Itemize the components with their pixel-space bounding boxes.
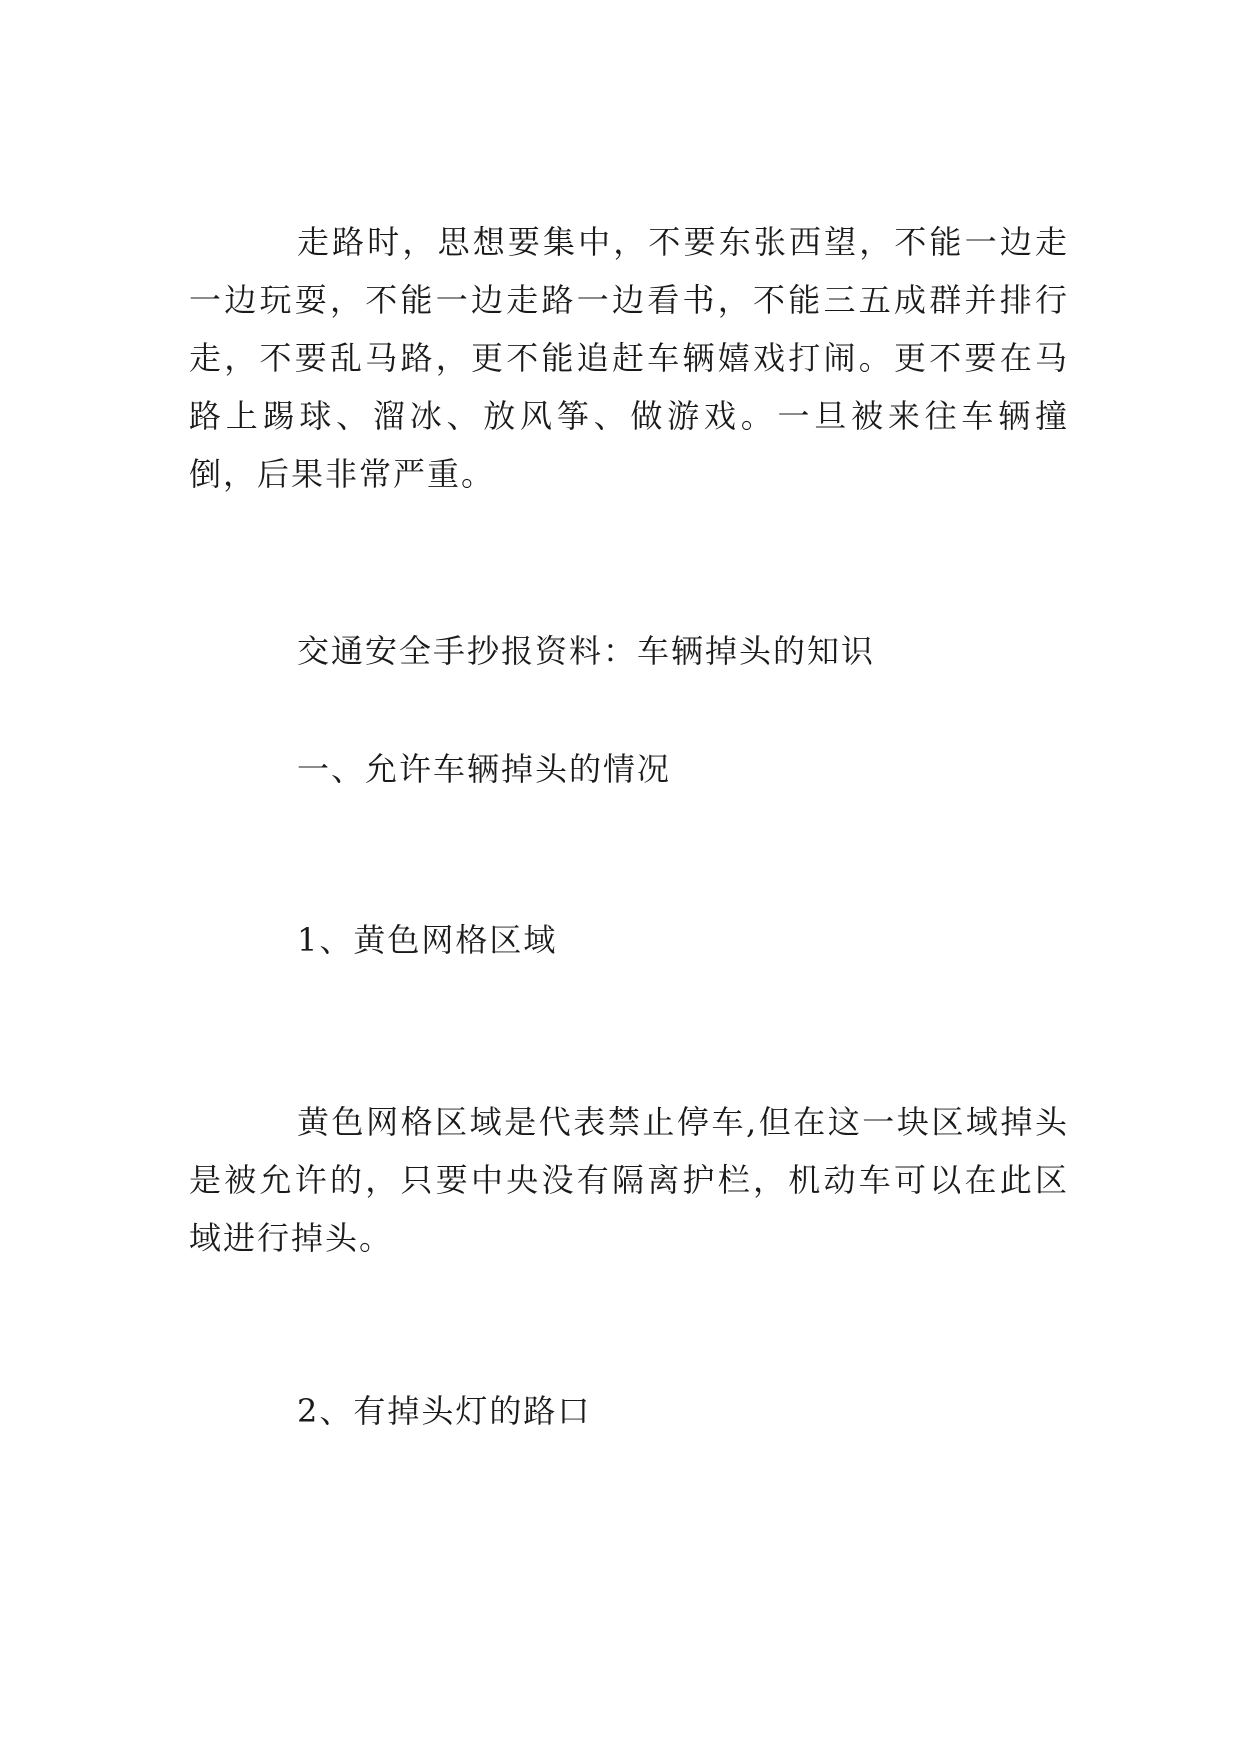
paragraph-yellow-grid: 黄色网格区域是代表禁止停车,但在这一块区域掉头是被允许的，只要中央没有隔离护栏，机动车可以在此区域进行掉头。	[189, 1103, 1069, 1257]
section-title: 交通安全手抄报资料：车辆掉头的知识	[297, 632, 876, 670]
paragraph-walking-safety: 走路时，思想要集中，不要东张西望，不能一边走一边玩耍，不能一边走路一边看书，不能三五成群并排行走，不要乱马路，更不能追赶车辆嬉戏打闹。更不要在马路上踢球、溜冰、放风筝、做游戏。一旦被来往车辆撞倒，后果非常严重。	[189, 223, 1069, 493]
subsection-title: 一、允许车辆掉头的情况	[297, 750, 672, 788]
item-heading-u-turn-light: 2、有掉头灯的路口	[297, 1392, 592, 1430]
item-heading-yellow-grid: 1、黄色网格区域	[297, 921, 558, 959]
